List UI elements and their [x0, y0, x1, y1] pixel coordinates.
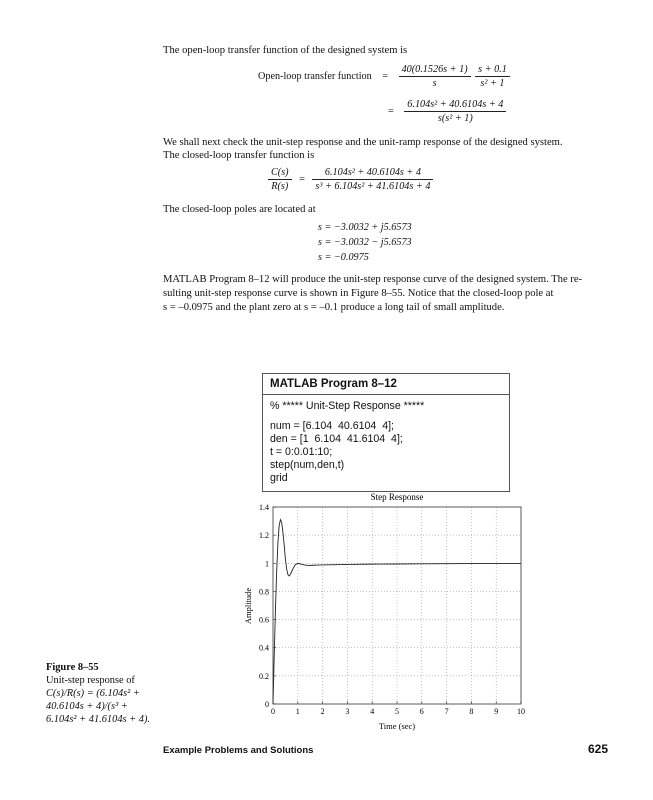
code-line: t = 0:0.01:10;	[270, 446, 333, 458]
y-tick-label: 0	[265, 700, 269, 709]
x-tick-label: 9	[494, 707, 499, 716]
figure-caption	[46, 661, 226, 726]
numerator: 40(0.1526s + 1)	[399, 64, 471, 77]
fraction	[475, 64, 510, 89]
x-tick-label: 8	[469, 707, 474, 716]
step-response-chart	[230, 487, 540, 732]
pole-2: s = −3.0032 − j5.6573	[318, 237, 412, 248]
y-axis-label: Amplitude	[243, 587, 253, 625]
x-tick-label: 0	[271, 707, 275, 716]
open-loop-equation	[258, 64, 510, 89]
paragraph-line-3: s = –0.0975 and the plant zero at s = –0.1 produce a long tail of small amplitude.	[163, 302, 505, 313]
intro-text: The open-loop transfer function of the designed system is	[163, 45, 408, 56]
paragraph-line-1: MATLAB Program 8–12 will produce the unit-step response curve of the designed system. The re-	[163, 274, 583, 285]
page-number: 625	[587, 742, 608, 756]
chart-grid	[273, 507, 521, 704]
numerator: 6.104s² + 40.6104s + 4	[312, 167, 433, 180]
code-line: den = [1 6.104 41.6104 4];	[270, 433, 403, 445]
y-tick-label: 0.6	[259, 615, 269, 625]
numerator: s + 0.1	[475, 64, 510, 77]
caption-title: Figure 8–55	[46, 662, 99, 673]
y-tick-label: 0.2	[259, 671, 269, 681]
program-code	[263, 395, 509, 491]
equals-sign: =	[388, 105, 394, 117]
step-response-line	[273, 520, 521, 704]
pole-3: s = −0.0975	[318, 252, 369, 263]
check-text-line-2: The closed-loop transfer function is	[163, 150, 315, 161]
pole-1: s = −3.0032 + j5.6573	[318, 222, 412, 233]
fraction	[312, 167, 433, 192]
program-title: MATLAB Program 8–12	[263, 374, 509, 395]
x-axis-label: Time (sec)	[378, 721, 416, 731]
chart-title: Step Response	[370, 492, 424, 502]
equals-sign: =	[299, 173, 305, 185]
denominator: R(s)	[271, 181, 289, 192]
plot-frame	[273, 507, 521, 704]
fraction	[268, 167, 292, 192]
chart-ticks	[259, 503, 525, 716]
code-line: num = [6.104 40.6104 4];	[270, 420, 394, 432]
x-tick-label: 6	[419, 707, 424, 716]
caption-line: C(s)/R(s) = (6.104s² +	[46, 688, 140, 699]
code-line: step(num,den,t)	[270, 459, 345, 471]
caption-line: 6.104s² + 41.6104s + 4).	[46, 714, 151, 725]
x-tick-label: 7	[444, 707, 449, 716]
check-text-line-1: We shall next check the unit-step response and the unit-ramp response of the designed system.	[163, 137, 563, 148]
y-tick-label: 1	[265, 559, 269, 569]
x-tick-label: 2	[320, 707, 325, 716]
caption-line: Unit-step response of	[46, 675, 135, 686]
denominator: s³ + 6.104s² + 41.6104s + 4	[315, 181, 431, 192]
paragraph-line-2: sulting unit-step response curve is shown in Figure 8–55. Notice that the closed-loop pole at	[163, 288, 554, 299]
fraction	[399, 64, 471, 89]
denominator: s² + 1	[480, 78, 505, 89]
y-tick-label: 0.4	[259, 643, 269, 653]
poles-intro-text: The closed-loop poles are located at	[163, 204, 316, 215]
x-tick-label: 3	[345, 707, 350, 716]
x-tick-label: 1	[295, 707, 300, 716]
numerator: 6.104s² + 40.6104s + 4	[404, 99, 506, 112]
closed-loop-equation	[268, 167, 433, 192]
x-tick-label: 10	[517, 707, 525, 716]
equals-sign: =	[382, 70, 389, 82]
code-line: grid	[270, 472, 288, 484]
numerator: C(s)	[268, 167, 292, 180]
code-line: % ***** Unit-Step Response *****	[270, 400, 425, 412]
x-tick-label: 4	[370, 707, 375, 716]
y-tick-label: 1.4	[259, 503, 269, 512]
y-tick-label: 0.8	[259, 587, 269, 597]
denominator: s(s² + 1)	[437, 113, 473, 124]
caption-line: 40.6104s + 4)/(s³ +	[46, 701, 128, 712]
denominator: s	[432, 78, 437, 89]
open-loop-equation-expanded	[388, 99, 506, 124]
y-tick-label: 1.2	[259, 531, 269, 541]
section-footer: Example Problems and Solutions	[163, 745, 314, 756]
open-loop-label: Open-loop transfer function	[258, 70, 372, 82]
matlab-program-box	[262, 373, 510, 492]
code-spacer	[270, 413, 502, 420]
fraction	[404, 99, 506, 124]
x-tick-label: 5	[395, 707, 399, 716]
